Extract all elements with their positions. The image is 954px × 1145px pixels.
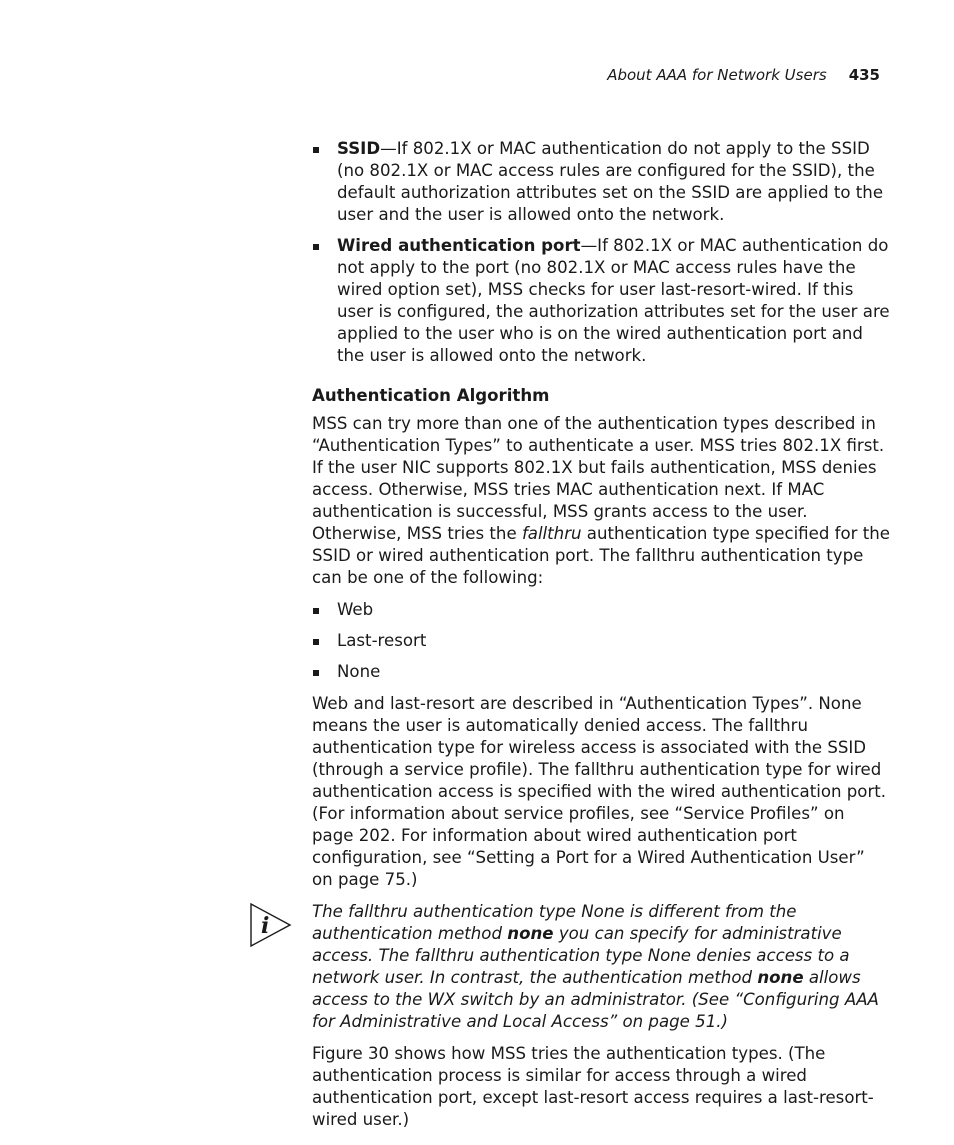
running-header <box>607 66 880 84</box>
list-item <box>312 138 890 226</box>
fallthru-options-list <box>312 599 890 683</box>
page-number: 435 <box>848 66 880 84</box>
page-body <box>261 138 890 1141</box>
list-item: Last-resort <box>312 630 890 652</box>
top-bullet-list <box>312 138 890 367</box>
list-item <box>312 235 890 367</box>
bullet-term: SSID <box>337 139 381 158</box>
note-bold: none <box>507 924 554 943</box>
svg-text:i: i <box>261 913 270 939</box>
paragraph-figure-ref: Figure 30 shows how MSS tries the authentication types. (The authentication process is similar for access through a wired authentication port, except last-resort access requires a last-resort-wired user.) <box>312 1044 874 1129</box>
emphasis-term: fallthru <box>521 524 582 543</box>
bullet-term: Wired authentication port <box>337 236 581 255</box>
info-icon <box>250 903 292 947</box>
note-text: The fallthru authentication type None is different from the authentication method <box>312 902 797 943</box>
list-item: None <box>312 661 890 683</box>
info-note <box>261 901 890 1033</box>
note-text: you can specify for administrative access. The fallthru authentication type None denies access to a network user. In contrast, the authentication method <box>312 924 850 987</box>
note-bold: none <box>757 968 804 987</box>
header-title: About AAA for Network Users <box>607 66 827 84</box>
paragraph-fallthru: Web and last-resort are described in “Authentication Types”. None means the user is automatically denied access. The fallthru authentication type for wireless access is associated with the SSID (through a service profile). The fallthru authentication type for wired authentication access is specified with the wired authentication port. (For information about service profiles, see “Service Profiles” on page 202. For information about wired authentication port configuration, see “Setting a Port for a Wired Authentication User” on page 75.) <box>312 694 887 889</box>
paragraph-algorithm <box>312 413 890 589</box>
bullet-text: —If 802.1X or MAC authentication do not apply to the SSID (no 802.1X or MAC access rules are configured for the SSID), the default authorization attributes set on the SSID are applied to the user and the user is allowed onto the network. <box>337 139 884 224</box>
bullet-text: —If 802.1X or MAC authentication do not apply to the port (no 802.1X or MAC access rules have the wired option set), MSS checks for user last-resort-wired. If this user is configured, the authorization attributes set for the user are applied to the user who is on the wired authentication port and the user is allowed onto the network. <box>337 236 890 365</box>
paragraph-text: MSS can try more than one of the authentication types described in “Authentication Types” to authenticate a user. MSS tries 802.1X first. If the user NIC supports 802.1X but fails authentication, MSS denies access. Otherwise, MSS tries MAC authentication next. If MAC authentication is successful, MSS grants access to the user. Otherwise, MSS tries the <box>312 414 885 543</box>
list-item: Web <box>312 599 890 621</box>
paragraph-text: authentication type specified for the SSID or wired authentication port. The fallthru authentication type can be one of the following: <box>312 524 890 587</box>
note-text: allows access to the WX switch by an administrator. (See “Configuring AAA for Administrative and Local Access” on page 51.) <box>312 968 879 1031</box>
section-heading: Authentication Algorithm <box>312 386 550 405</box>
